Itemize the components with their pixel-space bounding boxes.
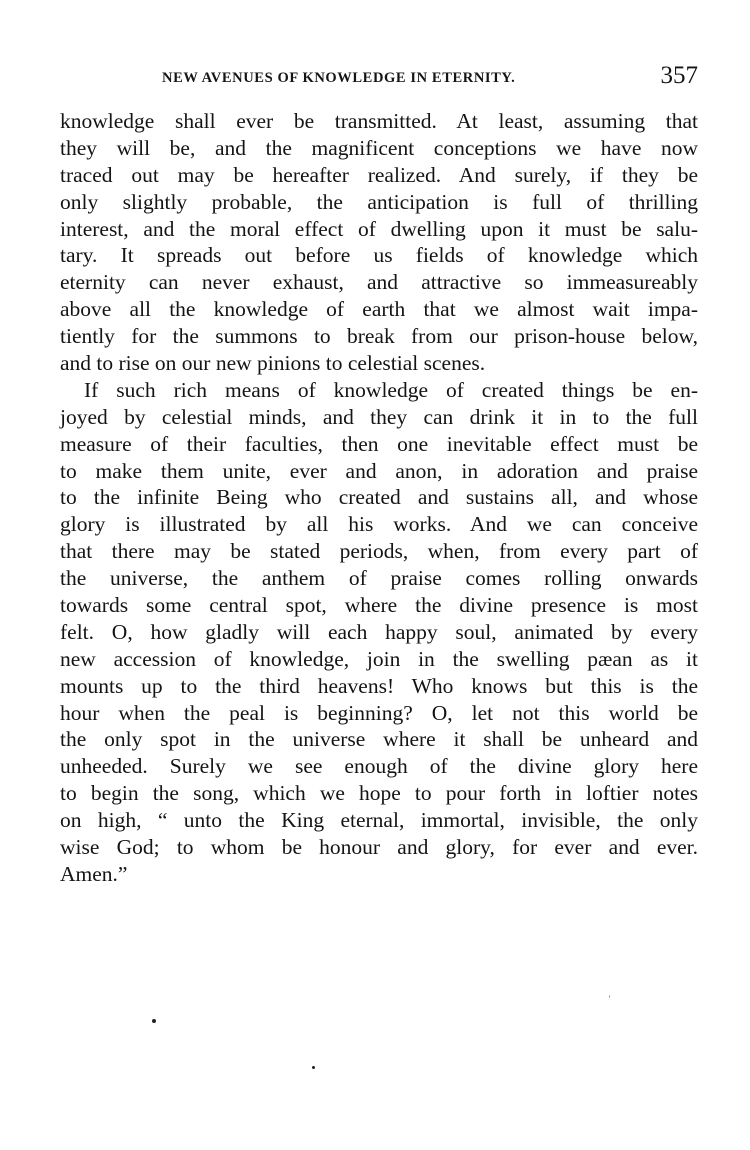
text-line: to make them unite, ever and anon, in adoration and praise xyxy=(60,458,698,483)
text-line: new accession of knowledge, join in the swelling pæan as it xyxy=(60,646,698,671)
text-line: and to rise on our new pinions to celestial scenes. xyxy=(60,351,486,376)
text-line: interest, and the moral effect of dwelling upon it must be salu- xyxy=(60,216,698,241)
text-line: traced out may be hereafter realized. And surely, if they be xyxy=(60,162,698,187)
text-line: on high, “ unto the King eternal, immortal, invisible, the only xyxy=(60,808,698,833)
text-line: mounts up to the third heavens! Who knows but this is the xyxy=(60,673,698,698)
text-line: unheeded. Surely we see enough of the divine glory here xyxy=(60,754,698,779)
text-line: to the infinite Being who created and sustains all, and whose xyxy=(60,485,698,510)
body-text xyxy=(60,108,698,888)
text-line: the universe, the anthem of praise comes rolling onwards xyxy=(60,566,698,591)
text-line: they will be, and the magnificent conceptions we have now xyxy=(60,135,698,160)
text-line: eternity can never exhaust, and attractive so immeasureably xyxy=(60,270,698,295)
text-line: joyed by celestial minds, and they can drink it in to the full xyxy=(60,404,698,429)
ink-speck xyxy=(609,995,610,998)
running-head xyxy=(60,62,698,96)
text-line: wise God; to whom be honour and glory, for ever and ever. xyxy=(60,835,698,860)
text-line: that there may be stated periods, when, from every part of xyxy=(60,539,698,564)
text-line: hour when the peal is beginning? O, let not this world be xyxy=(60,700,698,725)
text-line: If such rich means of knowledge of created things be en- xyxy=(84,377,698,402)
text-line: glory is illustrated by all his works. And we can conceive xyxy=(60,512,698,537)
text-line: tary. It spreads out before us fields of knowledge which xyxy=(60,243,698,268)
text-line: knowledge shall ever be transmitted. At least, assuming that xyxy=(60,109,698,133)
page-number: 357 xyxy=(660,62,698,89)
running-title: NEW AVENUES OF KNOWLEDGE IN ETERNITY. xyxy=(162,70,516,86)
text-line: towards some central spot, where the divine presence is most xyxy=(60,593,698,618)
text-line: tiently for the summons to break from our prison-house below, xyxy=(60,324,698,349)
text-line: measure of their faculties, then one inevitable effect must be xyxy=(60,431,698,456)
text-line: to begin the song, which we hope to pour forth in loftier notes xyxy=(60,781,698,806)
text-line: above all the knowledge of earth that we almost wait impa- xyxy=(60,297,698,322)
text-line: felt. O, how gladly will each happy soul, animated by every xyxy=(60,619,698,644)
text-line: only slightly probable, the anticipation is full of thrilling xyxy=(60,189,698,214)
text-line: Amen.” xyxy=(60,861,128,886)
text-line: the only spot in the universe where it shall be unheard and xyxy=(60,727,698,752)
paragraph-2 xyxy=(60,377,698,888)
ink-speck xyxy=(152,1019,156,1023)
ink-speck xyxy=(312,1066,315,1069)
paragraph-1 xyxy=(60,108,698,377)
